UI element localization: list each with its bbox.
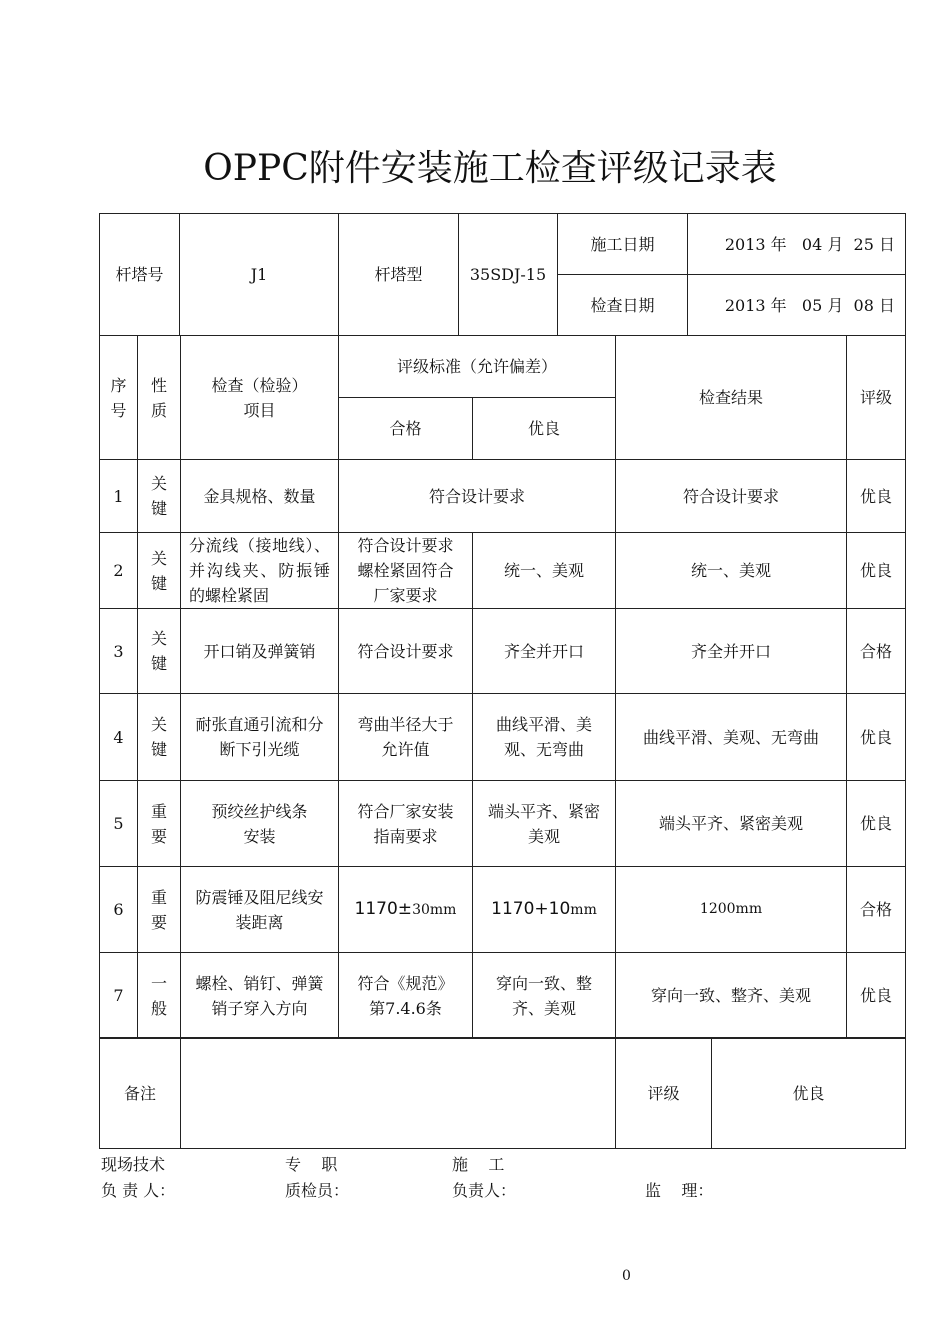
row-nature: [138, 953, 181, 1039]
row-seq: 3: [100, 609, 138, 694]
inspection-date-value: [688, 275, 906, 336]
row-nature: [138, 609, 181, 694]
row-item: [181, 781, 339, 867]
row-item: 开口销及弹簧销: [181, 609, 339, 694]
row-item-text: 预绞丝护线条安装: [211, 801, 308, 846]
tower-type-value: 35SDJ-15: [459, 214, 558, 336]
table-row: [100, 867, 906, 953]
row-nature-text: 一般: [150, 973, 167, 1018]
row-qualified: [339, 781, 473, 867]
row-nature: [138, 533, 181, 609]
row-seq: 6: [100, 867, 138, 953]
construction-date-value: [688, 214, 906, 275]
col-excellent: 优良: [473, 398, 616, 460]
row-nature: [138, 694, 181, 781]
row-seq: 7: [100, 953, 138, 1039]
header-table: [99, 213, 906, 336]
table-row: [100, 953, 906, 1039]
row-excellent: [473, 953, 616, 1039]
col-nature: [138, 336, 181, 460]
row-seq: 2: [100, 533, 138, 609]
row-excellent: [473, 694, 616, 781]
row-qualified: [339, 867, 473, 953]
col-item-text: 检查（检验）项目: [211, 375, 308, 420]
row-nature-text: 关键: [150, 474, 167, 518]
page-title: OPPC附件安装施工检查评级记录表: [203, 148, 777, 189]
row-grade: 合格: [847, 609, 906, 694]
row-qualified-unit: 30mm: [412, 902, 457, 918]
col-grade: 评级: [847, 336, 906, 460]
sig-tech-line2: 负 责 人：: [101, 1181, 176, 1200]
row-excellent-num: 1170+10: [491, 899, 571, 919]
row-excellent-text: 穿向一致、整齐、美观: [495, 973, 592, 1018]
page-number: 0: [622, 1268, 631, 1284]
table-row: [100, 781, 906, 867]
row-qualified: [339, 533, 473, 609]
inspection-date-label: 检查日期: [558, 275, 688, 336]
row-nature: [138, 867, 181, 953]
row-result: 齐全并开口: [616, 609, 847, 694]
row-seq: 5: [100, 781, 138, 867]
table-row: [100, 694, 906, 781]
row-result: 端头平齐、紧密美观: [616, 781, 847, 867]
row-excellent: 齐全并开口: [473, 609, 616, 694]
col-seq-text: 序号: [110, 375, 127, 420]
row-qualified: [339, 694, 473, 781]
sig-supervisor: 监 理：: [645, 1181, 714, 1200]
row-nature-text: 关键: [150, 548, 167, 593]
row-qualified-text: 符合厂家安装指南要求: [357, 801, 454, 846]
row-nature: [138, 460, 181, 533]
sig-construction-line1: 施 工: [452, 1155, 505, 1174]
row-nature-text: 关键: [150, 715, 167, 759]
remarks-value: [181, 1038, 616, 1149]
sig-construction-line2: 负责人：: [452, 1181, 517, 1200]
final-grade-label: 评级: [616, 1038, 712, 1149]
row-excellent: [473, 867, 616, 953]
row-nature-text: 关键: [150, 629, 167, 673]
final-grade-value: 优良: [712, 1038, 906, 1149]
row-nature-text: 重要: [150, 887, 167, 932]
row-item: 金具规格、数量: [181, 460, 339, 533]
row-result: 符合设计要求: [616, 460, 847, 533]
row-seq: 1: [100, 460, 138, 533]
row-result: 1200mm: [616, 867, 847, 953]
row-excellent-unit: mm: [570, 902, 597, 918]
construction-date-label: 施工日期: [558, 214, 688, 275]
remarks-label: 备注: [100, 1038, 181, 1149]
row-result: 穿向一致、整齐、美观: [616, 953, 847, 1039]
row-item-text: 防震锤及阻尼线安装距离: [195, 887, 324, 932]
row-result: 统一、美观: [616, 533, 847, 609]
row-grade: 优良: [847, 533, 906, 609]
table-row: [100, 609, 906, 694]
row-qualified: 符合设计要求: [339, 609, 473, 694]
row-item: [181, 953, 339, 1039]
tower-type-label: 杆塔型: [339, 214, 459, 336]
sig-qc-line1: 专 职: [285, 1155, 338, 1174]
col-seq: [100, 336, 138, 460]
row-item-text: 螺栓、销钉、弹簧销子穿入方向: [195, 973, 324, 1018]
col-nature-text: 性质: [150, 375, 167, 420]
row-nature-text: 重要: [150, 801, 167, 846]
row-qualified-text: 符合设计要求螺栓紧固符合厂家要求: [357, 536, 454, 605]
row-grade: 优良: [847, 694, 906, 781]
row-excellent: [473, 781, 616, 867]
row-excellent-text: 端头平齐、紧密美观: [487, 801, 600, 846]
row-grade: 合格: [847, 867, 906, 953]
tower-no-label: 杆塔号: [100, 214, 180, 336]
construction-date-text: 2013 年 04 月 25 日: [724, 234, 895, 254]
row-qualified-num: 1170±: [354, 899, 413, 919]
row-item: [181, 867, 339, 953]
row-seq: 4: [100, 694, 138, 781]
row-grade: 优良: [847, 460, 906, 533]
row-item: [181, 694, 339, 781]
row-nature: [138, 781, 181, 867]
row-qualified-text: 弯曲半径大于允许值: [357, 715, 454, 759]
footer-table: [99, 1037, 906, 1149]
col-result: 检查结果: [616, 336, 847, 460]
col-standard: 评级标准（允许偏差）: [339, 336, 616, 398]
sig-tech-line1: 现场技术: [101, 1155, 166, 1174]
sig-qc-line2: 质检员：: [285, 1181, 350, 1200]
col-item: [181, 336, 339, 460]
row-excellent: 统一、美观: [473, 533, 616, 609]
row-item-text: 耐张直通引流和分断下引光缆: [195, 715, 324, 759]
row-grade: 优良: [847, 953, 906, 1039]
row-result: 曲线平滑、美观、无弯曲: [616, 694, 847, 781]
row-qualified: [339, 953, 473, 1039]
tower-no-value: J1: [180, 214, 339, 336]
inspection-table: [99, 335, 906, 1039]
row-excellent-text: 曲线平滑、美观、无弯曲: [495, 715, 592, 759]
row-item: 分流线（接地线）、并沟线夹、防振锤的螺栓紧固: [181, 533, 339, 609]
row-grade: 优良: [847, 781, 906, 867]
table-row: [100, 460, 906, 533]
row-qualified-text: 符合《规范》第7.4.6条: [357, 973, 454, 1018]
table-row: [100, 533, 906, 609]
row-standard: 符合设计要求: [339, 460, 616, 533]
inspection-date-text: 2013 年 05 月 08 日: [724, 295, 895, 315]
col-qualified: 合格: [339, 398, 473, 460]
